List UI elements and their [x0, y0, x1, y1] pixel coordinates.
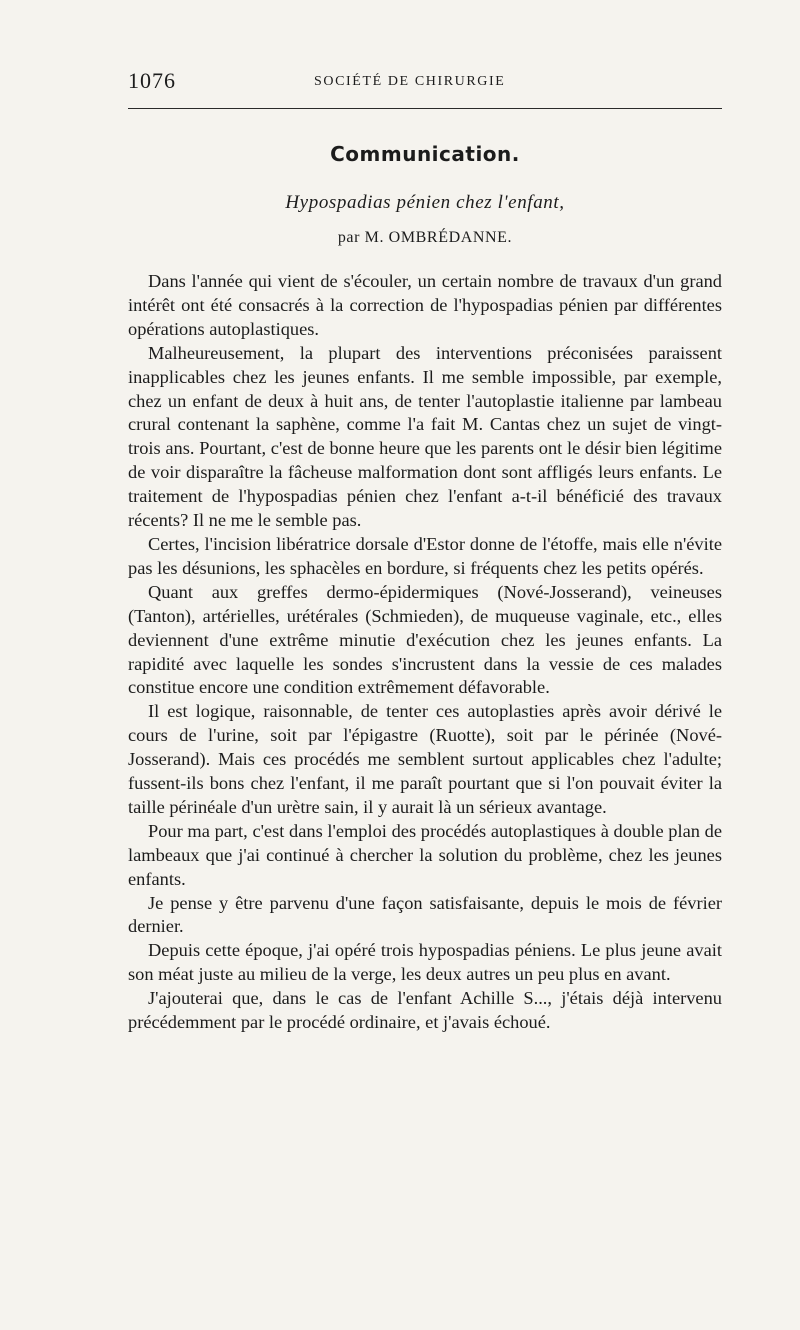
paragraph: J'ajouterai que, dans le cas de l'enfant Achille S..., j'étais déjà intervenu précédemment par le procédé ordinaire, et j'avais échoué.: [128, 988, 722, 1033]
journal-title: SOCIÉTÉ DE CHIRURGIE: [314, 74, 506, 89]
article-body: [128, 270, 722, 1035]
running-head: [128, 68, 722, 98]
article-author: par M. OMBRÉDANNE.: [337, 229, 513, 246]
paragraph: Il est logique, raisonnable, de tenter ces autoplasties après avoir dérivé le cours de l'urine, soit par l'épigastre (Ruotte), soit par le périnée (Nové-Josserand). Mais ces procédés me semblent surtout applicables chez l'adulte; fussent-ils bons chez l'enfant, il me paraît pourtant que si l'on pouvait éviter la taille périnéale d'un urètre sain, il y aurait là un sérieux avantage.: [128, 701, 722, 817]
paragraph: Pour ma part, c'est dans l'emploi des procédés autoplastiques à double plan de lambeaux que j'ai continué à chercher la solution du problème, chez les jeunes enfants.: [128, 820, 722, 889]
article-title: Hypospadias pénien chez l'enfant,: [285, 192, 565, 213]
header-rule: [128, 108, 722, 109]
section-heading: Communication.: [330, 142, 520, 166]
paragraph: Dans l'année qui vient de s'écouler, un certain nombre de travaux d'un grand intérêt ont été consacrés à la correction de l'hypospadias pénien par différentes opérations autoplastiques.: [128, 271, 722, 339]
book-page: [128, 0, 722, 1330]
paragraph: Certes, l'incision libératrice dorsale d'Estor donne de l'étoffe, mais elle n'évite pas les désunions, les sphacèles en bordure, si fréquents chez les petits opérés.: [128, 533, 722, 578]
paragraph: Je pense y être parvenu d'une façon satisfaisante, depuis le mois de février dernier.: [128, 892, 722, 937]
paragraph: Quant aux greffes dermo-épidermiques (Nové-Josserand), veineuses (Tanton), artérielles, urétérales (Schmieden), de muqueuse vaginale, etc., elles deviennent d'une extrême minutie d'exécution chez les jeunes enfants. La rapidité avec laquelle les sondes s'incrustent dans la vessie de ces malades constitue encore une condition extrêmement défavorable.: [128, 581, 722, 698]
page-number: 1076: [128, 68, 176, 93]
paragraph: Depuis cette époque, j'ai opéré trois hypospadias péniens. Le plus jeune avait son méat juste au milieu de la verge, les deux autres un peu plus en avant.: [128, 940, 722, 985]
paragraph: Malheureusement, la plupart des interventions préconisées paraissent inapplicables chez les jeunes enfants. Il me semble impossible, par exemple, chez un enfant de deux à huit ans, de tenter l'autoplastie italienne par lambeau crural contenant la saphène, comme l'a fait M. Cantas chez un sujet de vingt-trois ans. Pourtant, c'est de bonne heure que les parents ont le désir bien légitime de voir disparaître la fâcheuse malformation dont sont affligés leurs enfants. Le traitement de l'hypospadias pénien chez l'enfant a-t-il bénéficié des travaux récents? Il ne me le semble pas.: [128, 342, 722, 531]
